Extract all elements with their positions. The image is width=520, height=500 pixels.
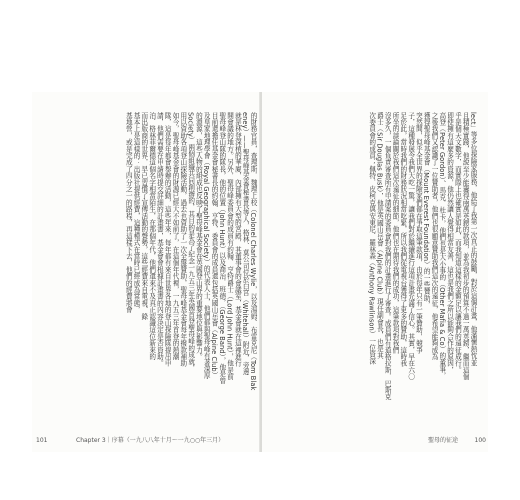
- text-column: 聖母峰登山隊的隊長，他的位置（John Hunt）以及喬治．班德，（George Band），他是曾: [217, 112, 226, 384]
- text-column: 高登（Peter Gordon）、馬克．杜卡，他們也是大小事的（Other Mafia & Co）的董事，: [437, 112, 446, 380]
- text-column: 足於此，當時我們的財務狀況相當吃緊，所以我們從電視台獲得了更多的贊助，這時我: [398, 112, 407, 367]
- left-page-number: 101: [36, 437, 48, 444]
- text-column: 基地營，或是完成了四分之一的路程，再這樣下去，他們的經費將會: [124, 112, 133, 313]
- text-column: 子，這種發展令我們大吃一驚，讓我們對於繼續進行這項計畫充滿了信心。其實，早在六〇: [406, 112, 415, 380]
- text-column: 及皇家地理學會（Royal Geographical Society）的代表人士，他們都與聖母峰有著深厚: [202, 112, 211, 380]
- text-column: 而出版商的世界，早已習慣了宣傳活動的聲勢，這些經費來自電視、錄: [139, 112, 148, 320]
- text-column: eney）——聖母峰基金會秘書長等人，格林．莫公司位於白宮（Whitehall）附近，旁邊: [241, 112, 250, 375]
- text-column: 隊，這是每年都會舉辦的活動，這些年來，每年都有來自世界各地的登山探險隊提出申: [163, 112, 172, 367]
- text-column: 乎是個天文數字，而實際上也確實是如此，而我知道這樣的金額足以讓我們的遠征成行。: [453, 112, 462, 374]
- right-page: [262, 92, 488, 452]
- text-column: 開會議的地方。另外，聖母峰委員會的成員有約翰．亨特爵士（Lord John Hunt），他是前: [225, 112, 234, 381]
- text-column: 沒多久，一個負責審查所有申請案的委員會對我們的計畫進行了審查。成員們有道格拉斯．巴斯克: [383, 112, 392, 401]
- text-column: 爵士（Sir Douglas Busk），他是英國山岳會（Alpine Club）現任副會長，也是其: [375, 112, 384, 359]
- text-column: 獲得聖母峰基金會（Mount Everest Foundation）的一些贊助，: [422, 112, 431, 309]
- text-column: 所坐的談論關於我們這次遠征的細節，他們也在期待我們的成功，這筆款項對我們: [391, 112, 400, 354]
- text-column: 的財務官員，查理斯．魏理上校（Colonel Charles Wylie，以及湯姆．布雷克尼（Tom Blak: [249, 112, 257, 391]
- text-column: 如今，聖母峰基金會的財源已經大不如前了，在這個年代裡，一九五三年首登的熱潮: [171, 112, 180, 360]
- text-column: 的淵源，這些人物的組成也反映了聖母峰基金會在英國登山界的重要地位與影響力。: [194, 112, 203, 360]
- text-column: lect」等多位探險家服務，他給了我第一次真正的鼓勵，對於這個計畫，他滿懷熱忱並: [469, 112, 477, 366]
- text-column: 泊．格林菲爾德這個名字相當陌生，在那個年代，他們還來不及真正認識這位新來的: [147, 112, 156, 360]
- right-text-block: [270, 112, 476, 404]
- text-column: 且積極實踐，他說至少能籌得兩萬英鎊的款項，並為我初步的預算不過一萬英鎊，繼而這個: [461, 112, 470, 380]
- text-column: 請，他們需要在申請時提交詳細的計畫書，基金會會根據計畫書的內容決定是否資助。: [155, 112, 164, 367]
- right-running-head: 聖母的征途: [427, 437, 458, 444]
- text-column: 就是林登深植的華廈，內部擁有大型的宮殿，其董事會的會議室，基金會就在這裡進行: [233, 112, 242, 367]
- text-column: 即使擁有這麼多的資源，他仍然讓人覺得相當友善，這也是我們之所以能夠合作的原因，: [445, 112, 454, 374]
- text-column: 用以資助各項登山探險活動，過去也資助了一次全盤贊助，聖母峰基金會每年撥款補助: [178, 112, 187, 367]
- text-column: Society）兩個組織共同創辦的，其目的是為了紀念一九五三年英國首登聖母峰的成就，: [186, 112, 195, 372]
- text-column: 突然間，似乎全世界的探險家們都在爭取這筆款項，由於每年只有一筆贊助，競爭: [414, 112, 423, 354]
- text-column: 之後我們又認識了一位贊助者，他們也很願意贊助我們這次的遠征，他希望能夠成為: [430, 112, 439, 360]
- text-column: 目前還擔任基金會秘書長的約翰．亨特，委員會的成員還包括英國山岳會（Alpine Club）: [210, 112, 219, 379]
- left-text-block: [46, 112, 256, 404]
- left-page: [32, 92, 260, 452]
- right-page-number: 100: [474, 437, 486, 444]
- text-column: 基本上是這樣的：出版社提供經費，這種模式在當時已經成為常態，: [132, 112, 141, 313]
- left-running-head: Chapter 3｜序幕（一九八八年十月～一九○○年三月）: [76, 437, 225, 444]
- text-column: 次委員會的成員；佩特．皮柯克與安東尼．羅林森（Anthony Rawlinson）一位資深: [367, 112, 376, 365]
